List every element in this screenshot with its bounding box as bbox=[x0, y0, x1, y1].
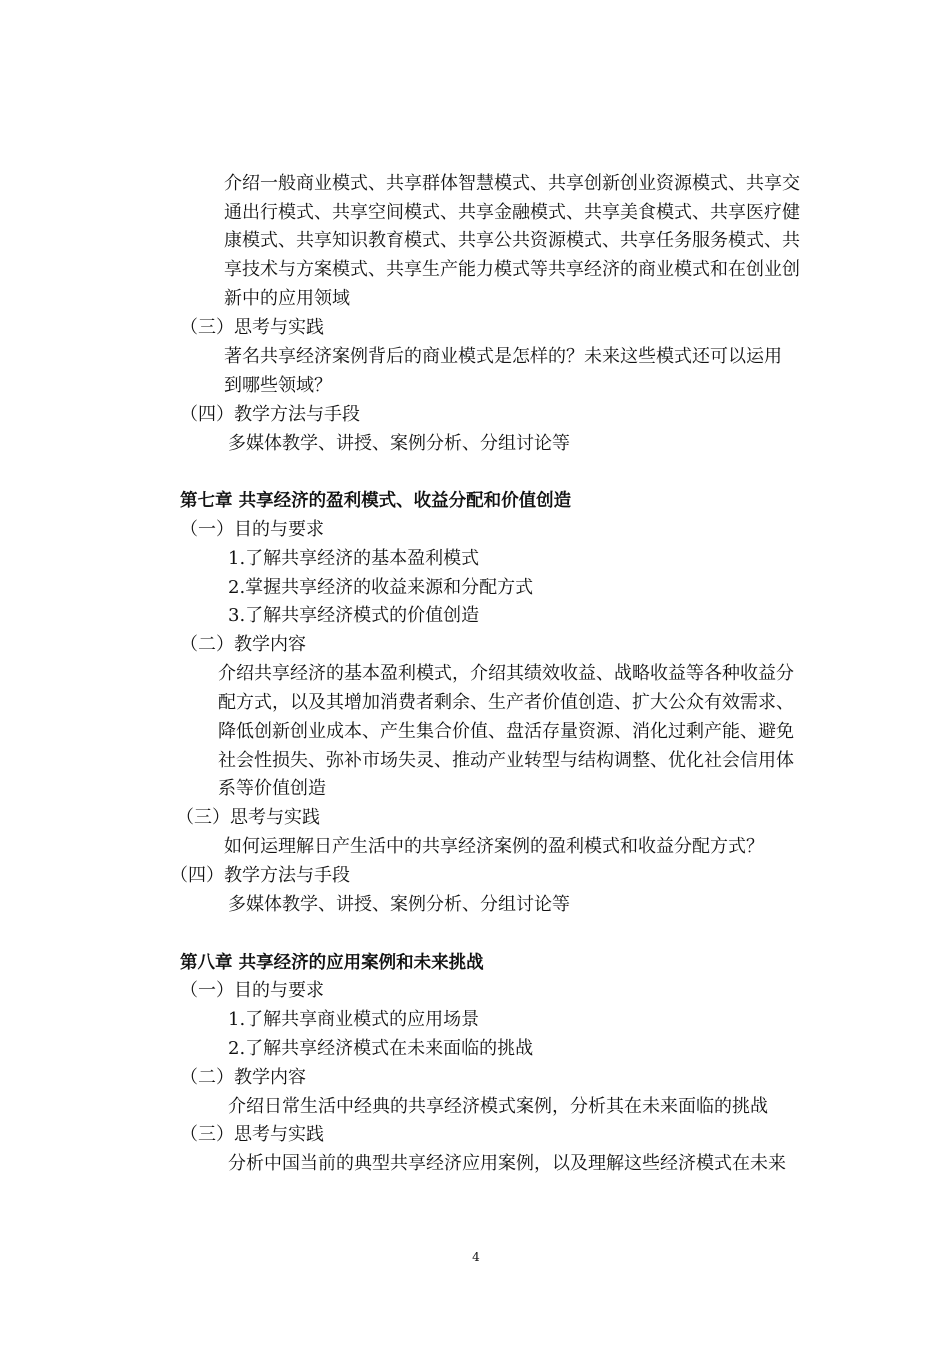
subsection-heading: （二）教学内容 bbox=[180, 1067, 306, 1088]
paragraph-line: 到哪些领域？ bbox=[224, 375, 332, 396]
paragraph-line: 多媒体教学、讲授、案例分析、分组讨论等 bbox=[228, 894, 570, 915]
paragraph-line: 如何运理解日产生活中的共享经济案例的盈利模式和收益分配方式？ bbox=[224, 836, 764, 857]
subsection-heading: （一）目的与要求 bbox=[180, 980, 324, 1001]
list-item: 3.了解共享经济模式的价值创造 bbox=[228, 605, 480, 626]
paragraph-line: 通出行模式、共享空间模式、共享金融模式、共享美食模式、共享医疗健 bbox=[224, 202, 800, 223]
paragraph-line: 新中的应用领域 bbox=[224, 288, 350, 309]
paragraph-line: 著名共享经济案例背后的商业模式是怎样的？未来这些模式还可以运用 bbox=[224, 346, 782, 367]
chapter-title: 第八章 共享经济的应用案例和未来挑战 bbox=[180, 953, 484, 973]
subsection-heading: （一）目的与要求 bbox=[180, 519, 324, 540]
subsection-heading: （四）教学方法与手段 bbox=[170, 865, 350, 886]
paragraph-line: 康模式、共享知识教育模式、共享公共资源模式、共享任务服务模式、共 bbox=[224, 230, 800, 251]
list-item: 2.了解共享经济模式在未来面临的挑战 bbox=[228, 1038, 534, 1059]
subsection-heading: （三）思考与实践 bbox=[176, 807, 320, 828]
paragraph-line: 享技术与方案模式、共享生产能力模式等共享经济的商业模式和在创业创 bbox=[224, 259, 800, 280]
paragraph-line: 社会性损失、弥补市场失灵、推动产业转型与结构调整、优化社会信用体 bbox=[218, 750, 794, 771]
chapter-title: 第七章 共享经济的盈利模式、收益分配和价值创造 bbox=[180, 491, 572, 511]
paragraph-line: 配方式，以及其增加消费者剩余、生产者价值创造、扩大公众有效需求、 bbox=[218, 692, 794, 713]
subsection-heading: （三）思考与实践 bbox=[180, 317, 324, 338]
subsection-heading: （三）思考与实践 bbox=[180, 1124, 324, 1145]
page-number: 4 bbox=[472, 1250, 480, 1264]
list-item: 1.了解共享商业模式的应用场景 bbox=[228, 1009, 480, 1030]
paragraph-line: 多媒体教学、讲授、案例分析、分组讨论等 bbox=[228, 433, 570, 454]
paragraph-line: 系等价值创造 bbox=[218, 778, 326, 799]
subsection-heading: （二）教学内容 bbox=[180, 634, 306, 655]
list-item: 1.了解共享经济的基本盈利模式 bbox=[228, 548, 480, 569]
paragraph-line: 介绍日常生活中经典的共享经济模式案例，分析其在未来面临的挑战 bbox=[228, 1096, 768, 1117]
paragraph-line: 分析中国当前的典型共享经济应用案例，以及理解这些经济模式在未来 bbox=[228, 1153, 786, 1174]
paragraph-line: 介绍一般商业模式、共享群体智慧模式、共享创新创业资源模式、共享交 bbox=[224, 173, 800, 194]
subsection-heading: （四）教学方法与手段 bbox=[180, 404, 360, 425]
list-item: 2.掌握共享经济的收益来源和分配方式 bbox=[228, 577, 534, 598]
paragraph-line: 介绍共享经济的基本盈利模式，介绍其绩效收益、战略收益等各种收益分 bbox=[218, 663, 794, 684]
paragraph-line: 降低创新创业成本、产生集合价值、盘活存量资源、消化过剩产能、避免 bbox=[218, 721, 794, 742]
